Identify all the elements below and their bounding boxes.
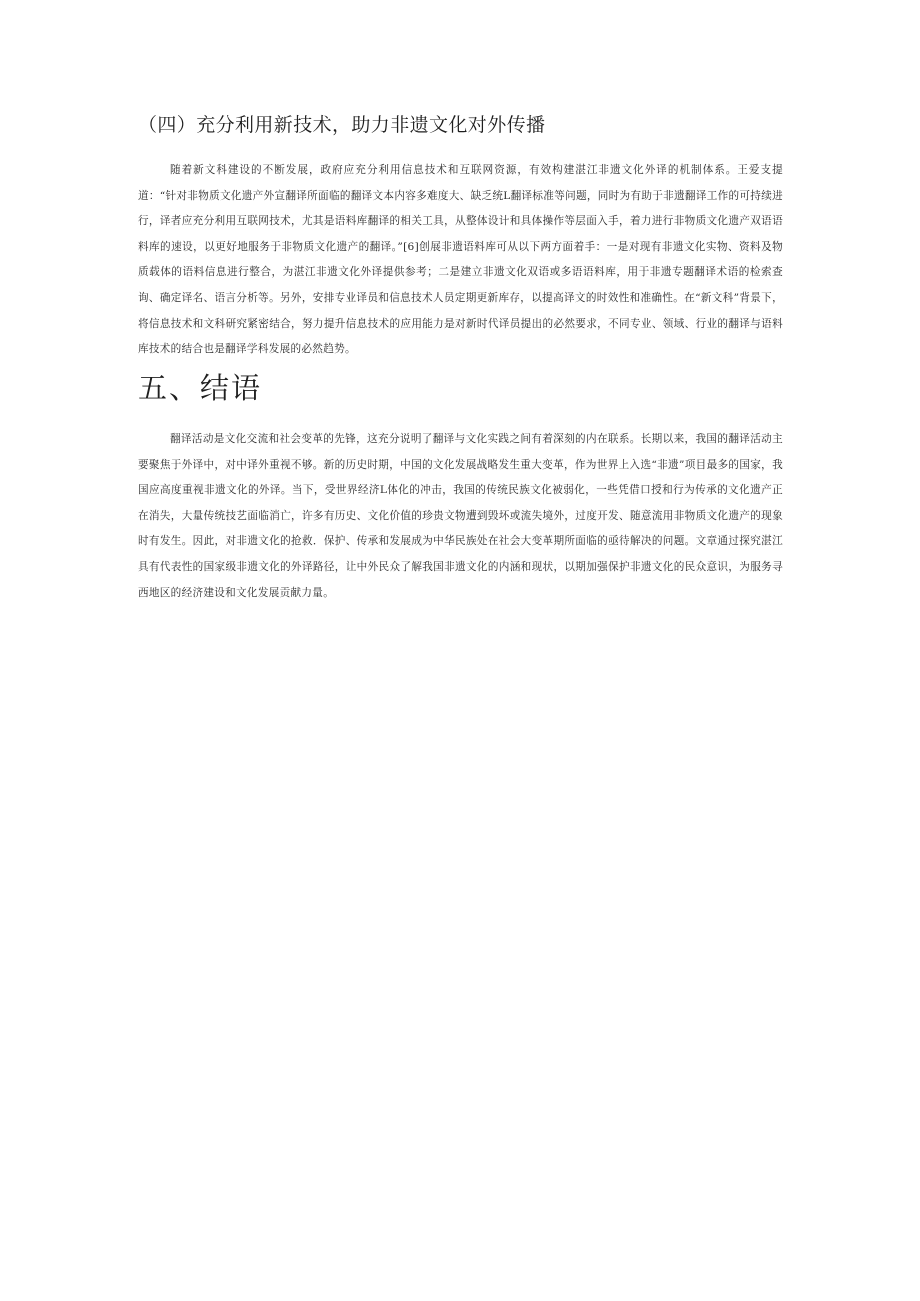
section-5-paragraph: 翻译活动是文化交流和社会变革的先锋，这充分说明了翻译与文化实践之间有着深刻的内在联系。长期以来，我国的翻译活动主要聚焦于外译中，对中译外重视不够。新的历史时期，中国的文化发展战略发生重大变革，作为世界上入选“非遗”项目最多的国家，我国应高度重视非遗文化的外译。当下，受世界经济L体化的冲击，我国的传统民族文化被弱化，一些凭借口授和行为传承的文化遗产正在消失，大量传统技艺面临消亡，许多有历史、文化价值的珍贵文物遭到毁坏或流失境外，过度开发、随意流用非物质文化遗产的现象时有发生。因此，对非遗文化的抢救．保护、传承和发展成为中华民族处在社会大变革期所面临的亟待解决的问题。文章通过探究湛江具有代表性的国家级非遗文化的外译路径，让中外民众了解我国非遗文化的内涵和现状，以期加强保护非遗文化的民众意识，为服务寻西地区的经济建设和文化发展贡献力量。 [138,433,783,599]
section-4-heading: （四）充分利用新技术，助力非遗文化对外传播 [138,114,546,136]
section-4-paragraph: 随着新文科建设的不断发展，政府应充分利用信息技术和互联网资源，有效构建湛江非遗文化外译的机制体系。王爱支提道：“针对非物质文化遗产外宣翻译所面临的翻译文本内容多难度大、缺乏统L翻译标准等问题，同时为有助于非遗翻译工作的可持续进行，译者应充分利用互联网技术，尤其是语料库翻译的相关工具，从整体设计和具体操作等层面入手，着力进行非物质文化遗产双语语料库的速设，以更好地服务于非物质文化遗产的翻译。”[6]创展非遗语料库可从以下两方面着手：一是对现有非遗文化实物、资料及物质载体的语料信息进行整合，为湛江非遗文化外译提供参考；二是建立非遗文化双语或多语语料库，用于非遗专题翻译术语的检索查询、确定译名、语言分析等。另外，安排专业译员和信息技术人员定期更新库存，以提高译文的时效性和准确性。在“新文科”背景下，将信息技术和文科研究紧密结合，努力提升信息技术的应用能力是对新时代译员提出的必然要求，不同专业、领域、行业的翻译与语料库技术的结合也是翻译学科发展的必然趋势。 [138,164,783,356]
section-5-heading: 五、结语 [138,371,263,405]
